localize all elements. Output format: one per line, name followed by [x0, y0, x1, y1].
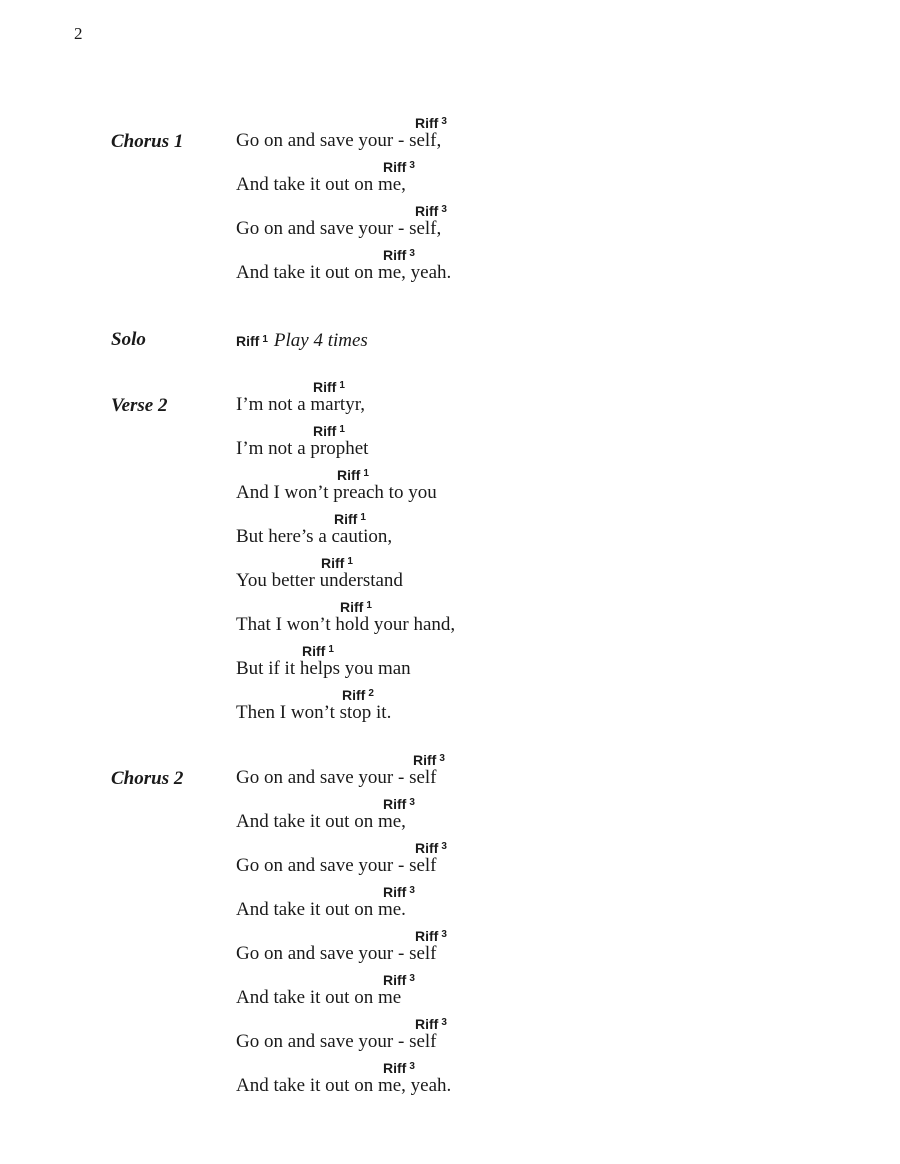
lyric-line — [236, 643, 756, 687]
riff-marker: Riff $^3$ — [383, 159, 415, 175]
riff-marker: Riff $^3$ — [383, 796, 415, 812]
riff-marker: Riff $^3$ — [383, 247, 415, 263]
lyric-text: And I won’t preach to you — [236, 482, 437, 503]
lyric-line — [236, 928, 756, 972]
riff-marker: Riff $^1$ — [334, 511, 366, 527]
lyric-line — [236, 1060, 756, 1104]
riff-marker: Riff $^3$ — [383, 1060, 415, 1076]
lyric-line — [236, 511, 756, 555]
lyric-text: I’m not a martyr, — [236, 394, 366, 415]
lyric-text: That I won’t hold your hand, — [236, 614, 456, 635]
lyric-text: Go on and save your - self — [236, 767, 437, 788]
riff-marker: Riff $^3$ — [383, 884, 415, 900]
riff-marker: Riff $^3$ — [413, 752, 445, 768]
lyric-line — [236, 203, 756, 247]
solo-note: Play 4 times — [273, 330, 368, 351]
lyric-text: Go on and save your - self — [236, 943, 437, 964]
lyric-text: And take it out on me. — [236, 899, 406, 920]
lyric-text: Then I won’t stop it. — [236, 702, 392, 723]
riff-marker: Riff $^1$ — [236, 333, 268, 349]
solo-line — [236, 330, 368, 352]
lyric-line — [236, 423, 756, 467]
riff-marker: Riff $^1$ — [321, 555, 353, 571]
riff-marker: Riff $^3$ — [415, 115, 447, 131]
riff-marker: Riff $^2$ — [342, 687, 374, 703]
riff-marker: Riff $^3$ — [415, 840, 447, 856]
lyric-text: You better understand — [236, 570, 403, 591]
riff-marker: Riff $^3$ — [415, 203, 447, 219]
lyric-line — [236, 687, 756, 731]
lyric-line — [236, 247, 756, 291]
riff-marker: Riff $^3$ — [383, 972, 415, 988]
lyric-line — [236, 379, 756, 423]
lyric-line — [236, 555, 756, 599]
lyric-line — [236, 599, 756, 643]
chorus-2-label: Chorus 2 — [111, 768, 184, 789]
lyric-line — [236, 884, 756, 928]
lyric-text: And take it out on me, yeah. — [236, 1075, 452, 1096]
lyric-text: Go on and save your - self, — [236, 130, 442, 151]
lyric-line — [236, 752, 756, 796]
lyric-line — [236, 840, 756, 884]
lyric-text: Go on and save your - self — [236, 855, 437, 876]
lyric-line — [236, 159, 756, 203]
riff-marker: Riff $^1$ — [302, 643, 334, 659]
riff-marker: Riff $^1$ — [340, 599, 372, 615]
lyric-text: Go on and save your - self — [236, 1031, 437, 1052]
lyric-text: But here’s a caution, — [236, 526, 393, 547]
lyric-line — [236, 1016, 756, 1060]
lyric-text: And take it out on me — [236, 987, 402, 1008]
solo-label: Solo — [111, 329, 146, 350]
lyric-text: And take it out on me, — [236, 811, 406, 832]
lyric-text: And take it out on me, yeah. — [236, 262, 452, 283]
lyric-line — [236, 972, 756, 1016]
riff-marker: Riff $^3$ — [415, 1016, 447, 1032]
chorus-1-label: Chorus 1 — [111, 131, 184, 152]
verse-2-label: Verse 2 — [111, 395, 168, 416]
lyric-text: Go on and save your - self, — [236, 218, 442, 239]
lyric-line — [236, 467, 756, 511]
lyric-line — [236, 115, 756, 159]
riff-marker: Riff $^1$ — [337, 467, 369, 483]
lyric-text: But if it helps you man — [236, 658, 411, 679]
riff-marker: Riff $^1$ — [313, 379, 345, 395]
lyric-text: I’m not a prophet — [236, 438, 369, 459]
lyric-text: And take it out on me, — [236, 174, 406, 195]
page-number: 2 — [74, 24, 83, 43]
lyric-line — [236, 796, 756, 840]
riff-marker: Riff $^3$ — [415, 928, 447, 944]
riff-marker: Riff $^1$ — [313, 423, 345, 439]
